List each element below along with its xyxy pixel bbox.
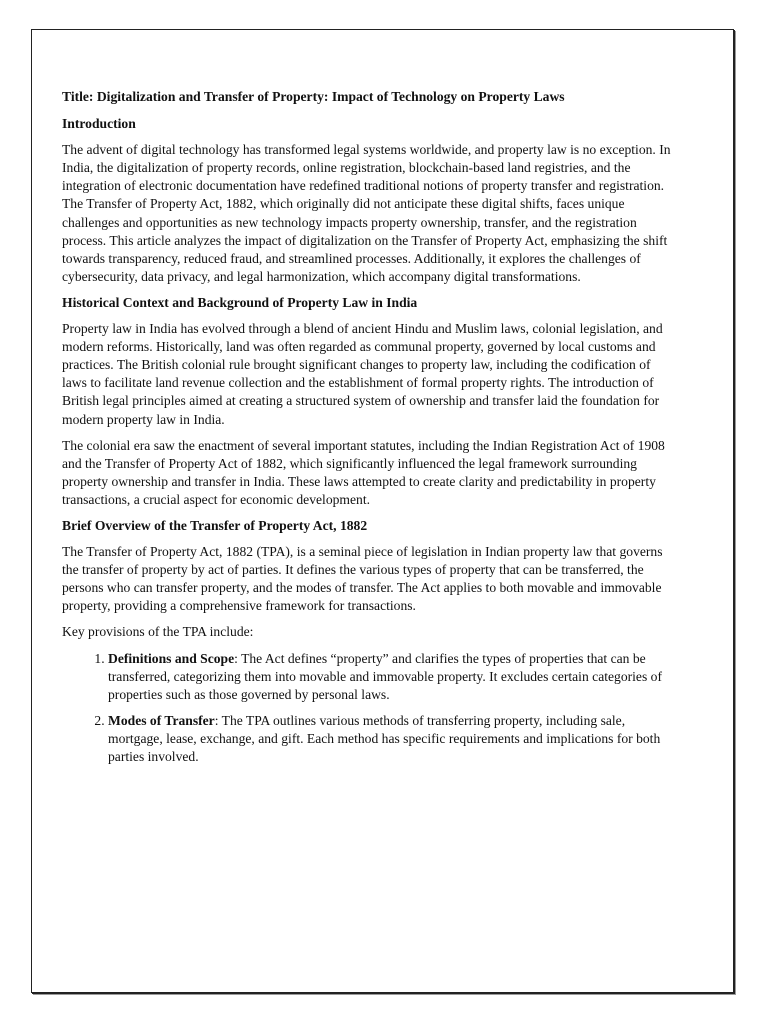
section-heading-historical-context: Historical Context and Background of Property Law in India [62,294,418,310]
paragraph: Property law in India has evolved through a blend of ancient Hindu and Muslim laws, colonial legislation, and modern reforms. Historically, land was often regarded as communal property, governed by local customs and practices. The British colonial rule brought significant changes to property law, including the codification of laws to facilitate land revenue collection and the establishment of formal property rights. The introduction of British legal principles aimed at creating a structured system of ownership and transfer laid the foundation for modern property law in India. [62,321,663,427]
provision-term: Definitions and Scope [108,650,235,666]
document-title: Title: Digitalization and Transfer of Property: Impact of Technology on Property Laws [62,89,565,104]
paragraph: The advent of digital technology has transformed legal systems worldwide, and property law is no exception. In India, the digitalization of property records, online registration, blockchain-based land registries, and the integration of electronic documentation have redefined traditional notions of property transfer and registration. The Transfer of Property Act, 1882, which originally did not anticipate these digital shifts, faces unique challenges and opportunities as new technology impacts property ownership, transfer, and the registration process. This article analyzes the impact of digitalization on the Transfer of Property Act, emphasizing the shift towards transparency, reduced fraud, and streamlined processes. Additionally, it explores the challenges of cybersecurity, data privacy, and legal harmonization, which accompany digital transformations. [62,142,671,284]
paragraph: The colonial era saw the enactment of several important statutes, including the Indian Registration Act of 1908 and the Transfer of Property Act of 1882, which significantly influenced the legal framework surrounding property ownership and transfer in India. These laws attempted to create clarity and predictability in property transactions, a crucial aspect for economic development. [62,437,665,507]
provision-text: : The TPA outlines various methods of transferring property, including sale, mortgage, lease, exchange, and gift. Each method has specific requirements and implications for both parties involved. [108,712,661,764]
provisions-list [62,650,676,767]
document-body [62,80,676,774]
list-item [108,650,676,704]
paragraph: Key provisions of the TPA include: [62,624,254,640]
section-heading-tpa-overview: Brief Overview of the Transfer of Property Act, 1882 [62,517,368,533]
list-item [108,712,676,766]
provision-term: Modes of Transfer [108,712,215,728]
provision-text: : The Act defines “property” and clarifies the types of properties that can be transferred, categorizing them into movable and immovable property. It excludes certain categories of properties such as those governed by personal laws. [108,650,662,702]
paragraph: The Transfer of Property Act, 1882 (TPA), is a seminal piece of legislation in Indian property law that governs the transfer of property by act of parties. It defines the various types of property that can be transferred, the persons who can transfer property, and the modes of transfer. The Act applies to both movable and immovable property, providing a comprehensive framework for transactions. [62,544,663,614]
section-heading-introduction: Introduction [62,116,136,132]
